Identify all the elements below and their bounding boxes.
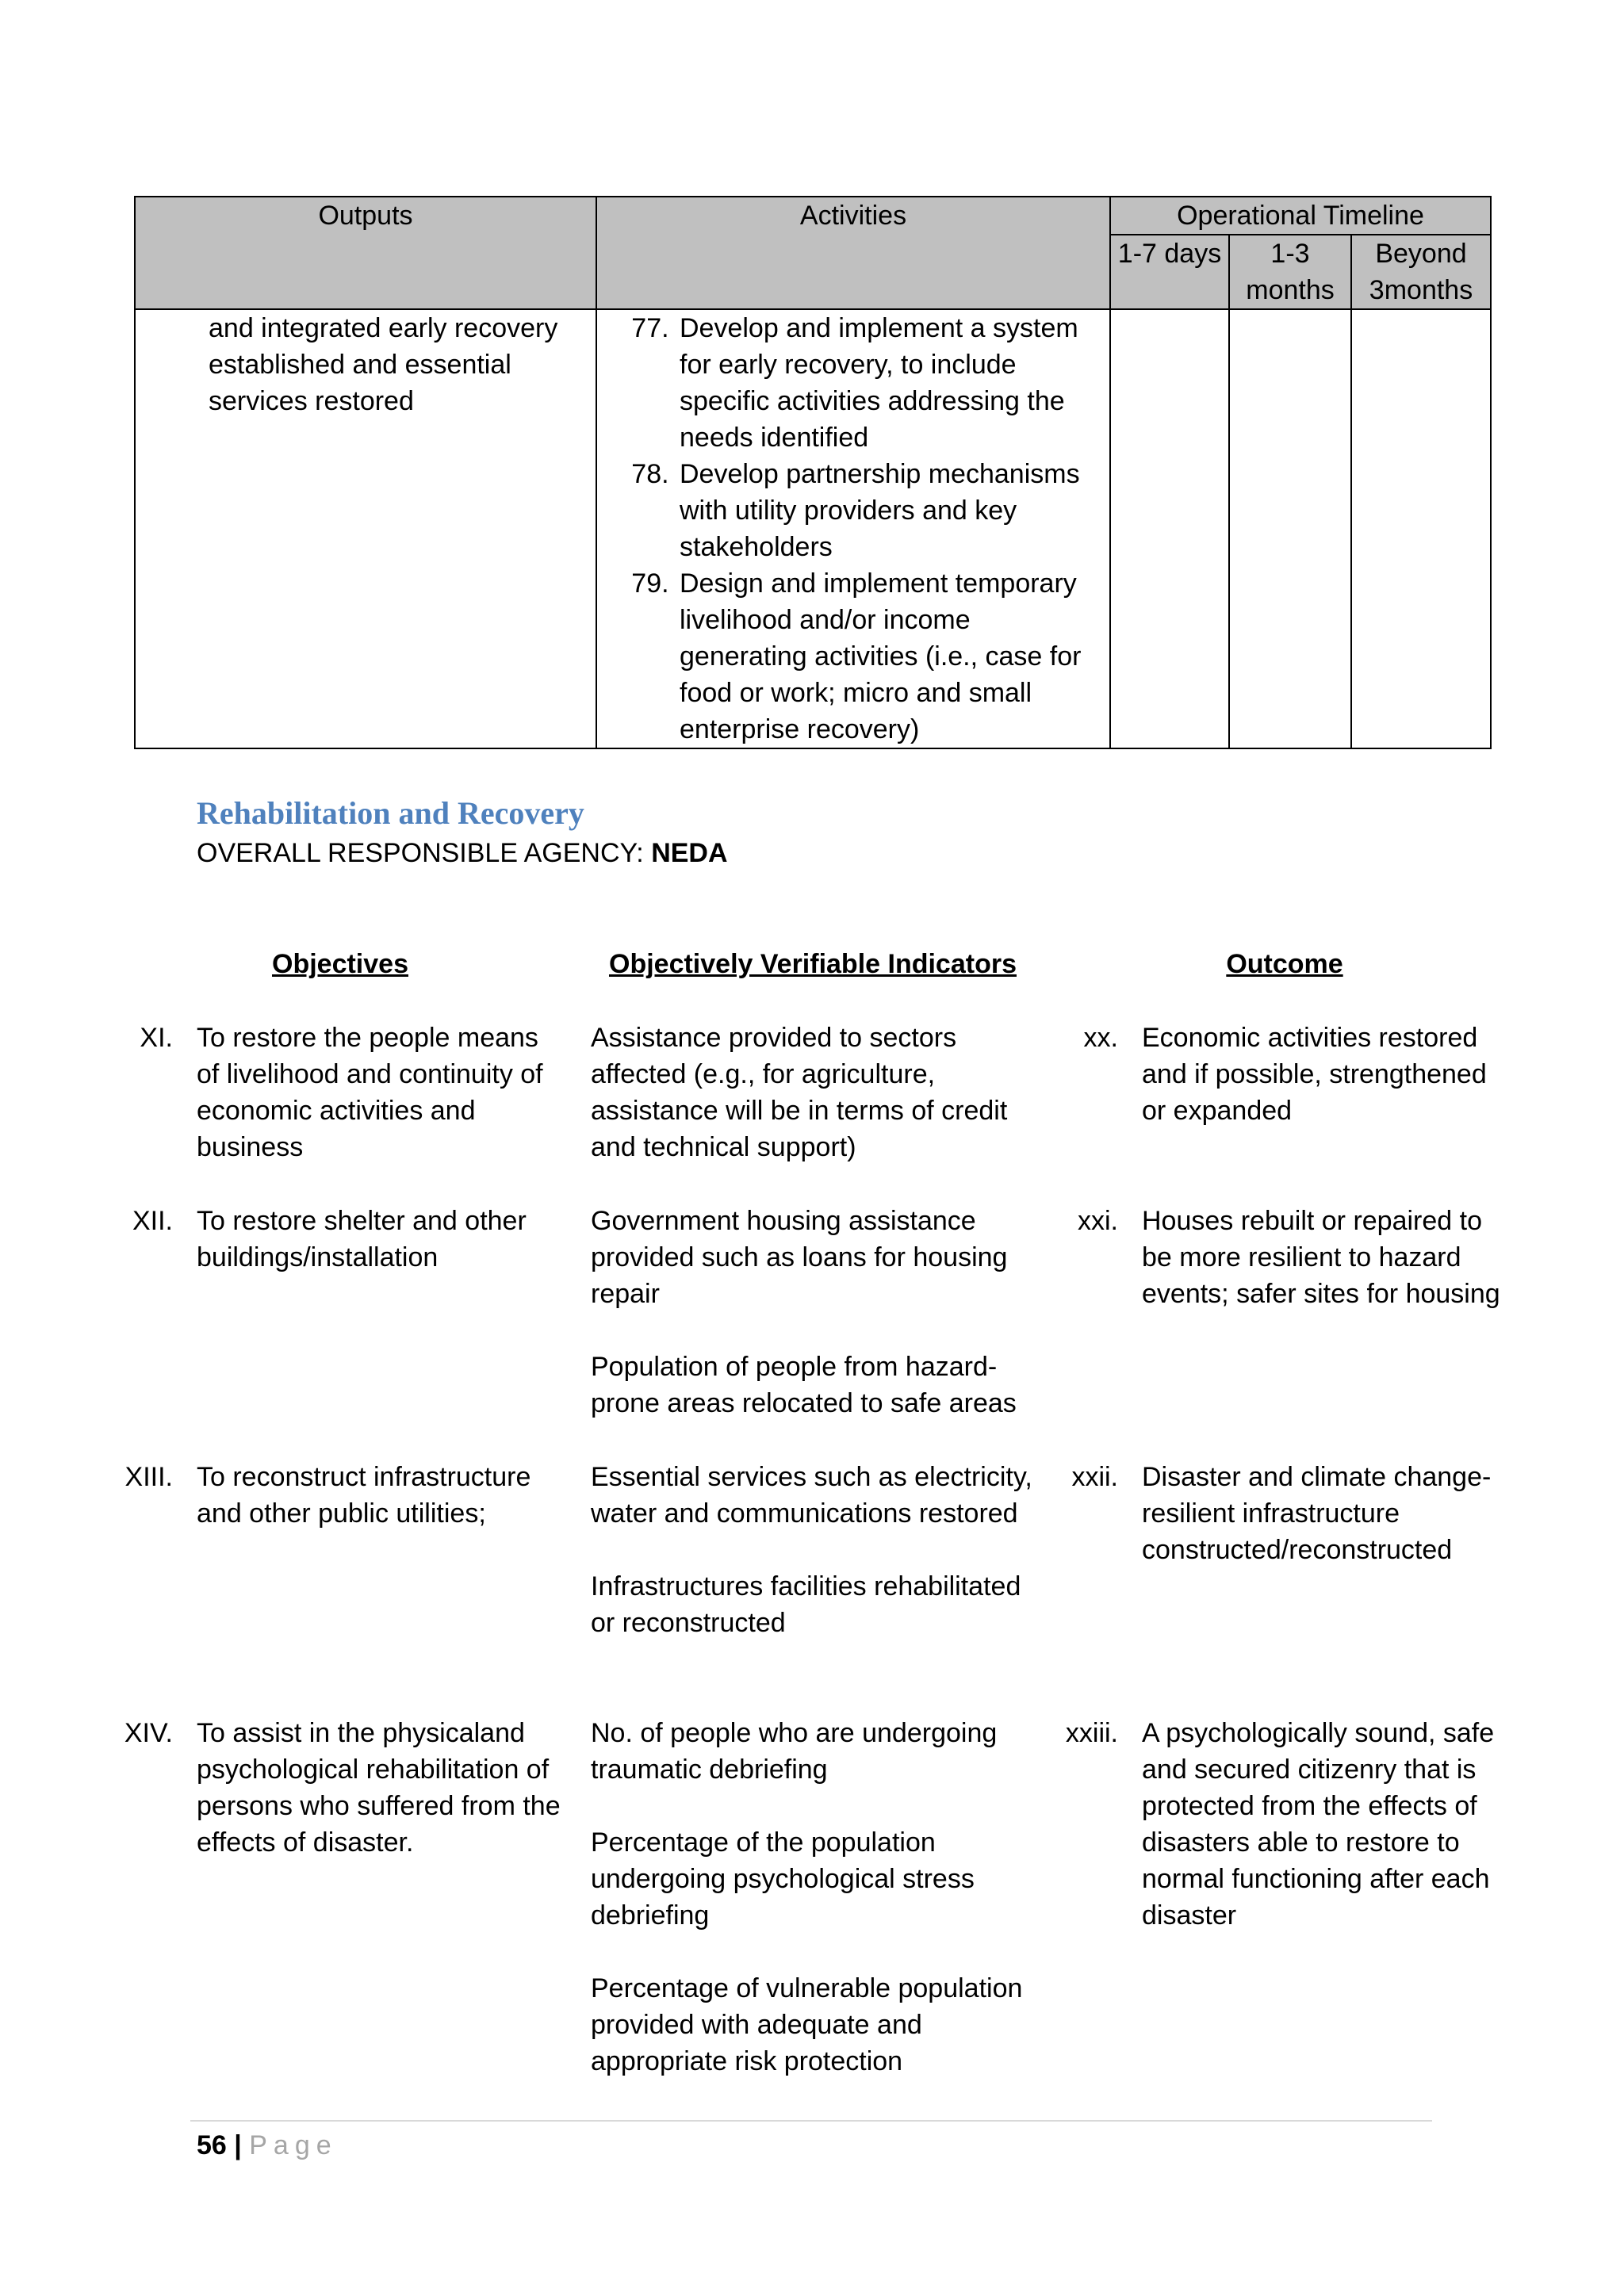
objective-text: To reconstruct infrastructure and other public utilities; (197, 1462, 531, 1529)
indicator-text: Infrastructures facilities rehabilitated or reconstructed (591, 1571, 1021, 1638)
operational-table (134, 196, 1492, 749)
timeline-cell-1-7-days (1110, 309, 1229, 748)
activity-item: 79. Design and implement temporary livelihood and/or income generating activities (i.e., case for food or work; micro and small enterprise recovery) (676, 565, 1103, 748)
outcome-number: xxi. (1078, 1206, 1118, 1236)
indicator-text: Government housing assistance provided such as loans for housing repair (591, 1206, 1008, 1309)
table-row (135, 309, 1491, 748)
activity-item: 78. Develop partnership mechanisms with utility providers and key stakeholders (676, 456, 1103, 565)
column-heading-outcome: Outcome (1226, 949, 1343, 979)
indicator-text: Percentage of vulnerable population provided with adequate and appropriate risk protection (591, 1973, 1023, 2076)
header-beyond-3-months: Beyond 3months (1351, 235, 1491, 309)
outcome-number: xxii. (1071, 1462, 1118, 1492)
objective-number: XIII. (124, 1462, 173, 1492)
column-heading-indicators: Objectively Verifiable Indicators (609, 949, 1017, 979)
page-footer (197, 2127, 338, 2164)
timeline-cell-beyond-3-months (1351, 309, 1491, 748)
outcome-number: xxiii. (1065, 1718, 1118, 1748)
section-title: Rehabilitation and Recovery (197, 795, 584, 831)
indicator-block (591, 1203, 1043, 1422)
header-outputs: Outputs (135, 197, 596, 309)
page-number: 56 (197, 2130, 227, 2160)
header-operational-timeline: Operational Timeline (1110, 197, 1491, 235)
outcome-text: A psychologically sound, safe and secured citizenry that is protected from the effects of disasters able to restore to normal functioning after each disaster (1142, 1718, 1495, 1931)
indicator-block (591, 1715, 1043, 2080)
agency-label: OVERALL RESPONSIBLE AGENCY: (197, 838, 652, 868)
activities-cell (596, 309, 1110, 748)
objective-text: To restore the people means of livelihood and continuity of economic activities and business (197, 1023, 543, 1162)
outcome-text: Disaster and climate change-resilient infrastructure constructed/reconstructed (1142, 1462, 1492, 1565)
activities-list (603, 310, 1103, 748)
header-1-3-months: 1-3 months (1229, 235, 1351, 309)
indicator-text: Population of people from hazard-prone areas relocated to safe areas (591, 1352, 1017, 1418)
outcome-number: xx. (1083, 1023, 1118, 1053)
objective-number: XII. (132, 1206, 173, 1236)
indicator-text: Essential services such as electricity, water and communications restored (591, 1462, 1032, 1529)
indicator-block (591, 1020, 1043, 1165)
page-word: Page (249, 2130, 338, 2160)
indicator-block (591, 1459, 1043, 1641)
outcome-text: Economic activities restored and if possible, strengthened or expanded (1142, 1023, 1487, 1126)
objective-text: To restore shelter and other buildings/installation (197, 1206, 527, 1272)
responsible-agency (197, 835, 728, 871)
indicator-text: No. of people who are undergoing traumatic debriefing (591, 1718, 998, 1785)
objective-number: XIV. (124, 1718, 173, 1748)
objective-text: To assist in the physicaland psychological rehabilitation of persons who suffered from the effects of disaster. (197, 1718, 561, 1858)
column-heading-objectives: Objectives (272, 949, 408, 979)
agency-value: NEDA (651, 838, 728, 868)
header-1-7-days: 1-7 days (1110, 235, 1229, 309)
outcome-text: Houses rebuilt or repaired to be more resilient to hazard events; safer sites for housing (1142, 1206, 1500, 1309)
output-cell: and integrated early recovery established and essential services restored (135, 309, 596, 748)
header-activities: Activities (596, 197, 1110, 309)
page-separator: | (234, 2130, 242, 2160)
footer-divider (190, 2120, 1432, 2122)
timeline-cell-1-3-months (1229, 309, 1351, 748)
indicator-text: Percentage of the population undergoing psychological stress debriefing (591, 1827, 975, 1931)
indicator-text: Assistance provided to sectors affected (e.g., for agriculture, assistance will be in terms of credit and technical support) (591, 1023, 1008, 1162)
objective-number: XI. (140, 1023, 173, 1053)
activity-item: 77. Develop and implement a system for early recovery, to include specific activities addressing the needs identified (676, 310, 1103, 456)
